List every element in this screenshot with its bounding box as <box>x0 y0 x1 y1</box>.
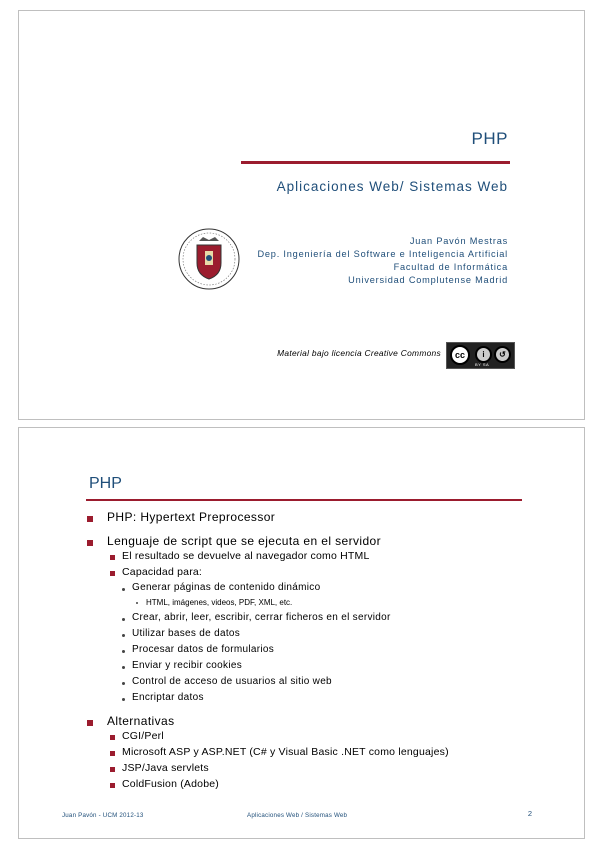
bullet-marker <box>122 618 125 621</box>
bullet-marker <box>122 650 125 653</box>
bullet-marker <box>110 751 115 756</box>
list-item: Procesar datos de formularios <box>132 644 275 655</box>
title-rule <box>241 161 510 164</box>
author-department: Dep. Ingeniería del Software e Inteligencia Artificial <box>257 249 508 259</box>
list-item: Control de acceso de usuarios al sitio web <box>132 676 332 687</box>
bullet-marker <box>110 571 115 576</box>
list-item: JSP/Java servlets <box>122 762 209 774</box>
footer-author: Juan Pavón - UCM 2012-13 <box>62 812 144 819</box>
bullet-marker <box>136 602 138 604</box>
footer-course: Aplicaciones Web / Sistemas Web <box>247 812 348 819</box>
title-slide <box>18 10 585 420</box>
list-item: Lenguaje de script que se ejecuta en el servidor <box>107 534 382 548</box>
list-item: Crear, abrir, leer, escribir, cerrar ficheros en el servidor <box>132 612 391 623</box>
list-item: Alternativas <box>107 714 175 728</box>
bullet-marker <box>122 588 125 591</box>
cc-icon: cc <box>450 345 470 365</box>
list-item: Enviar y recibir cookies <box>132 660 243 671</box>
author-block <box>257 235 508 287</box>
author-faculty: Facultad de Informática <box>393 262 508 272</box>
list-item: ColdFusion (Adobe) <box>122 778 219 790</box>
slide-title: PHP <box>89 475 122 492</box>
bullet-marker <box>110 735 115 740</box>
list-item: Microsoft ASP y ASP.NET (C# y Visual Basic .NET como lenguajes) <box>122 746 449 758</box>
bullet-marker <box>122 634 125 637</box>
list-item: Capacidad para: <box>122 566 203 578</box>
bullet-marker <box>110 783 115 788</box>
slide-title: PHP <box>471 129 508 148</box>
bullet-marker <box>122 682 125 685</box>
list-item: Generar páginas de contenido dinámico <box>132 582 321 593</box>
list-item: PHP: Hypertext Preprocessor <box>107 510 276 524</box>
list-item: Utilizar bases de datos <box>132 628 241 639</box>
author-university: Universidad Complutense Madrid <box>348 275 508 285</box>
list-item: Encriptar datos <box>132 692 204 703</box>
list-item: El resultado se devuelve al navegador como HTML <box>122 550 370 562</box>
page-number: 2 <box>527 809 532 818</box>
author-name: Juan Pavón Mestras <box>409 236 508 246</box>
bullet-marker <box>110 767 115 772</box>
bullet-marker <box>122 698 125 701</box>
list-item: HTML, imágenes, videos, PDF, XML, etc. <box>146 598 293 607</box>
slide-subtitle: Aplicaciones Web/ Sistemas Web <box>276 179 508 194</box>
cc-badge-label: BY SA <box>475 362 490 367</box>
bullet-marker <box>110 555 115 560</box>
bullet-marker <box>87 720 93 726</box>
by-icon: i <box>475 346 492 363</box>
bullet-marker <box>87 516 93 522</box>
creative-commons-badge[interactable] <box>446 342 515 369</box>
sa-icon: ↺ <box>494 346 511 363</box>
title-rule <box>86 499 522 501</box>
university-crest-icon <box>177 227 241 291</box>
bullet-marker <box>122 666 125 669</box>
list-item: CGI/Perl <box>122 730 164 742</box>
bullet-marker <box>87 540 93 546</box>
content-slide <box>18 427 585 839</box>
license-text: Material bajo licencia Creative Commons <box>277 348 441 358</box>
